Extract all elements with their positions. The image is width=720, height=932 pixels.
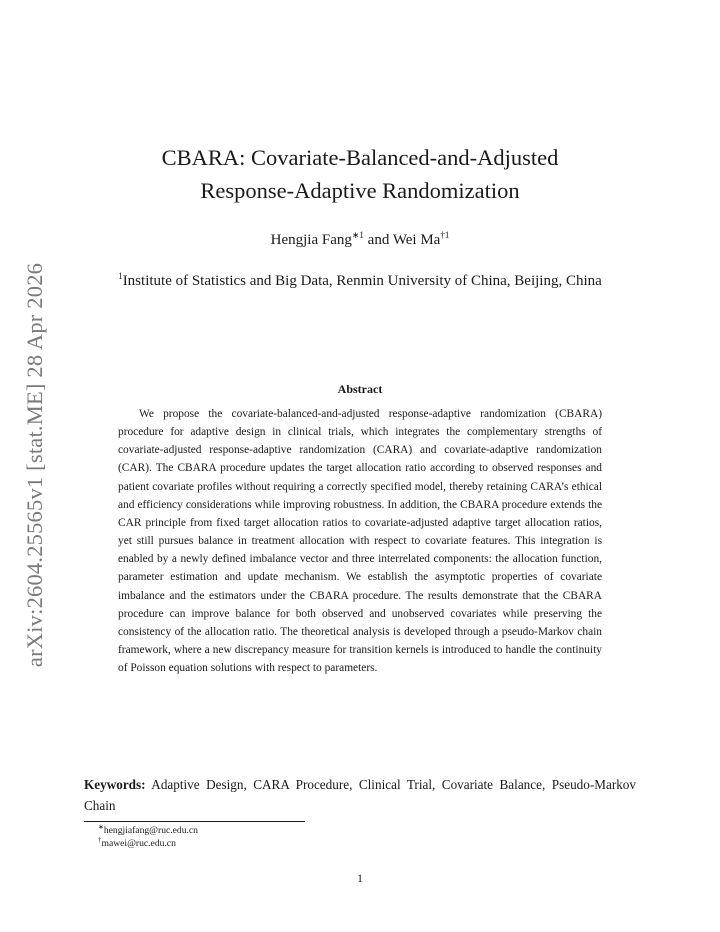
footnote-email: hengjiafang@ruc.edu.cn bbox=[103, 825, 198, 836]
keywords bbox=[84, 775, 636, 816]
footnote-mark: † bbox=[98, 835, 102, 844]
footnote-item bbox=[98, 824, 198, 837]
footnote-mark: ∗ bbox=[98, 822, 104, 831]
affiliation-mark: 1 bbox=[118, 271, 123, 281]
affiliation-text: Institute of Statistics and Big Data, Renmin University of China, Beijing, China bbox=[122, 273, 602, 289]
title-line-2: Response-Adaptive Randomization bbox=[200, 178, 520, 203]
footnote-item bbox=[98, 837, 198, 850]
keywords-label: Keywords: bbox=[84, 777, 146, 792]
footnote-email: mawei@ruc.edu.cn bbox=[101, 838, 176, 849]
abstract-body: We propose the covariate-balanced-and-adjusted response-adaptive randomization (CBARA) procedure for adaptive design in clinical trials, which integrates the complementary strengths of covariate-adjusted response-adaptive randomization (CARA) and covariate-adaptive randomization (CAR). The CBARA procedure updates the target allocation ratio according to observed responses and patient covariate profiles without requiring a correctly specified model, thereby retaining CARA’s ethical and efficiency considerations while improving robustness. In addition, the CBARA procedure extends the CAR principle from fixed target allocation ratios to covariate-adjusted adaptive target allocation ratios, yet still pursues balance in treatment allocation with respect to covariate features. This integration is enabled by a newly defined imbalance vector and three interrelated components: the allocation function, parameter estimation and update mechanism. We establish the asymptotic properties of covariate imbalance and the estimators under the CBARA procedure. The results demonstrate that the CBARA procedure can improve balance for both observed and unobserved covariates while preserving the consistency of the allocation ratio. The theoretical analysis is developed through a pseudo-Markov chain framework, where a new discrepancy measure for transition kernels is introduced to handle the continuity of Poisson equation solutions with respect to parameters. bbox=[118, 408, 602, 675]
author-name: Hengjia Fang bbox=[270, 232, 352, 248]
title-line-1: CBARA: Covariate-Balanced-and-Adjusted bbox=[161, 145, 559, 170]
author-conjunction: and bbox=[363, 232, 393, 248]
author-name: Wei Ma bbox=[392, 232, 441, 248]
footnotes bbox=[98, 824, 198, 850]
author-footnote-mark: †1 bbox=[440, 230, 450, 240]
abstract-heading: Abstract bbox=[337, 382, 383, 396]
page-number: 1 bbox=[357, 871, 363, 885]
footnote-divider bbox=[84, 821, 305, 822]
author-list bbox=[100, 230, 620, 250]
author-footnote-mark: ∗1 bbox=[351, 230, 364, 240]
paper-title bbox=[100, 141, 620, 207]
arxiv-identifier: arXiv:2604.25565v1 [stat.ME] 28 Apr 2026 bbox=[22, 262, 47, 668]
keywords-list: Adaptive Design, CARA Procedure, Clinical Trial, Covariate Balance, Pseudo-Markov Chain bbox=[84, 777, 636, 813]
affiliation bbox=[84, 268, 636, 294]
